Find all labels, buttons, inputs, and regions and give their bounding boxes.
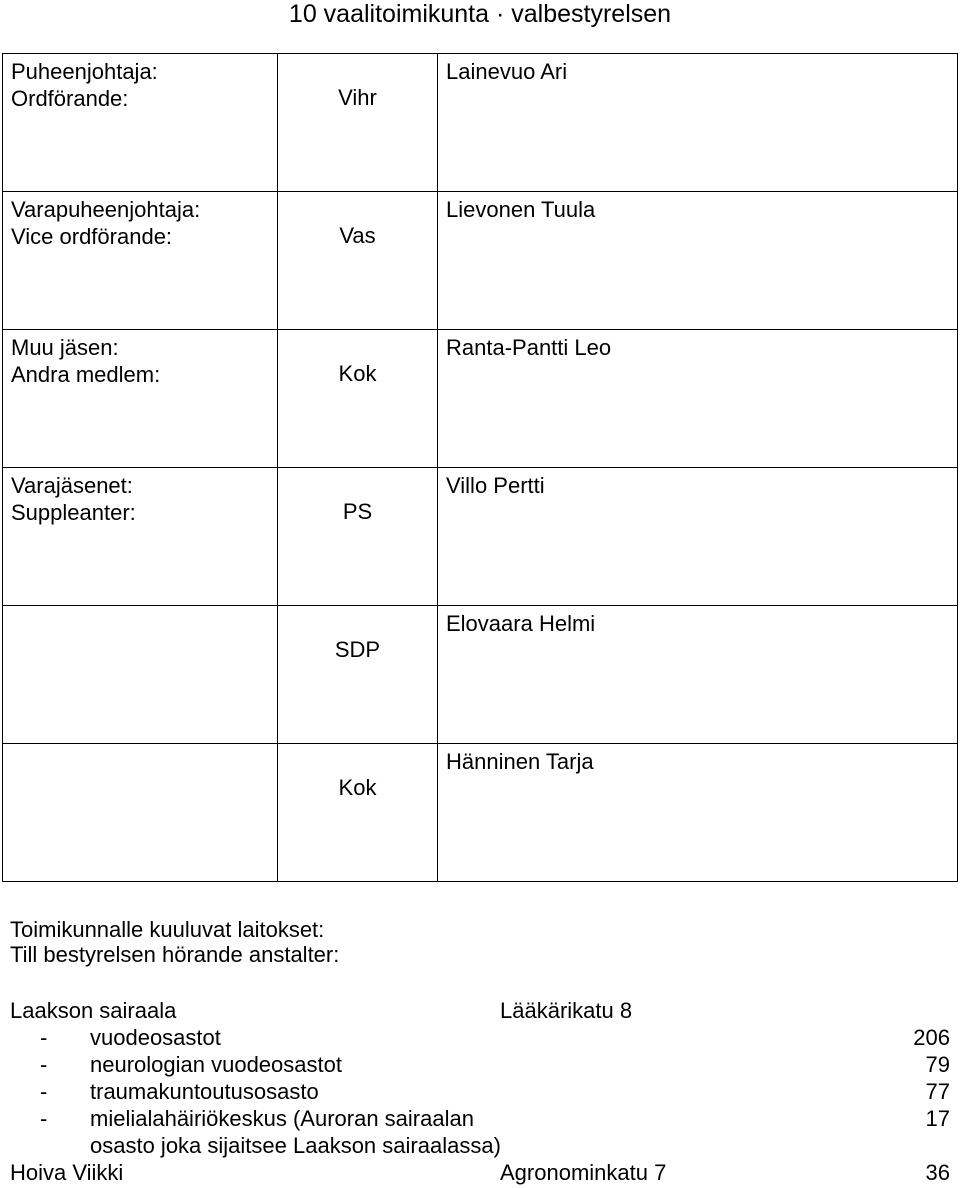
hospital-address: Agronominkatu 7 xyxy=(500,1160,667,1185)
page-title: 10 vaalitoimikunta · valbestyrelsen xyxy=(288,0,672,28)
institutions-list xyxy=(10,999,950,1188)
party-cell xyxy=(278,330,438,468)
unit-count: 17 xyxy=(925,1106,950,1131)
unit-note: osasto joka sijaitsee Laakson sairaalassa) xyxy=(90,1133,501,1158)
role-sv: Andra medlem: xyxy=(11,362,161,387)
table-row xyxy=(3,468,958,606)
party: SDP xyxy=(334,637,381,662)
role-sv: Suppleanter: xyxy=(11,500,136,525)
list-item xyxy=(10,1080,950,1107)
party-cell xyxy=(278,192,438,330)
table-row xyxy=(3,330,958,468)
member-name: Elovaara Helmi xyxy=(438,606,958,744)
list-item xyxy=(10,1026,950,1053)
bullet-dash: - xyxy=(40,1106,48,1131)
party: Kok xyxy=(338,361,377,386)
hospital-address: Lääkärikatu 8 xyxy=(500,998,633,1023)
role-fi: Muu jäsen: xyxy=(11,335,119,360)
table-row xyxy=(3,744,958,882)
role-sv: Vice ordförande: xyxy=(11,224,173,249)
bullet-dash: - xyxy=(40,1079,48,1104)
board-members-table xyxy=(2,53,958,882)
role-cell xyxy=(3,606,278,744)
party-cell xyxy=(278,744,438,882)
party: Kok xyxy=(338,775,377,800)
list-item xyxy=(10,999,950,1026)
party: PS xyxy=(342,499,373,524)
list-item xyxy=(10,1134,950,1161)
party-cell xyxy=(278,468,438,606)
party-cell xyxy=(278,606,438,744)
unit-count: 79 xyxy=(925,1052,950,1077)
party: Vas xyxy=(339,223,376,248)
role-cell xyxy=(3,744,278,882)
member-name: Villo Pertti xyxy=(438,468,958,606)
hospital-name: Laakson sairaala xyxy=(10,998,177,1023)
member-name: Ranta-Pantti Leo xyxy=(438,330,958,468)
institutions-heading xyxy=(10,918,950,967)
party-cell xyxy=(278,54,438,192)
party: Vihr xyxy=(338,85,377,110)
role-sv: Ordförande: xyxy=(11,86,129,111)
role-cell xyxy=(3,330,278,468)
unit-name: vuodeosastot xyxy=(90,1025,221,1050)
member-name: Lainevuo Ari xyxy=(438,54,958,192)
unit-count: 206 xyxy=(913,1025,950,1050)
role-fi: Varajäsenet: xyxy=(11,473,133,498)
member-name: Lievonen Tuula xyxy=(438,192,958,330)
list-item xyxy=(10,1161,950,1188)
hospital-count: 36 xyxy=(925,1160,950,1185)
unit-name: traumakuntoutusosasto xyxy=(90,1079,319,1104)
hospital-name: Hoiva Viikki xyxy=(10,1160,124,1185)
role-cell xyxy=(3,54,278,192)
unit-count: 77 xyxy=(925,1079,950,1104)
heading-sv: Till bestyrelsen hörande anstalter: xyxy=(10,941,340,967)
bullet-dash: - xyxy=(40,1025,48,1050)
list-item xyxy=(10,1107,950,1134)
list-item xyxy=(10,1053,950,1080)
role-cell xyxy=(3,468,278,606)
heading-fi: Toimikunnalle kuuluvat laitokset: xyxy=(10,917,325,942)
role-fi: Puheenjohtaja: xyxy=(11,59,158,84)
bullet-dash: - xyxy=(40,1052,48,1077)
member-name: Hänninen Tarja xyxy=(438,744,958,882)
table-row xyxy=(3,54,958,192)
unit-name: mielialahäiriökeskus (Auroran sairaalan xyxy=(90,1106,474,1131)
table-row xyxy=(3,606,958,744)
role-cell xyxy=(3,192,278,330)
unit-name: neurologian vuodeosastot xyxy=(90,1052,342,1077)
role-fi: Varapuheenjohtaja: xyxy=(11,197,201,222)
table-row xyxy=(3,192,958,330)
